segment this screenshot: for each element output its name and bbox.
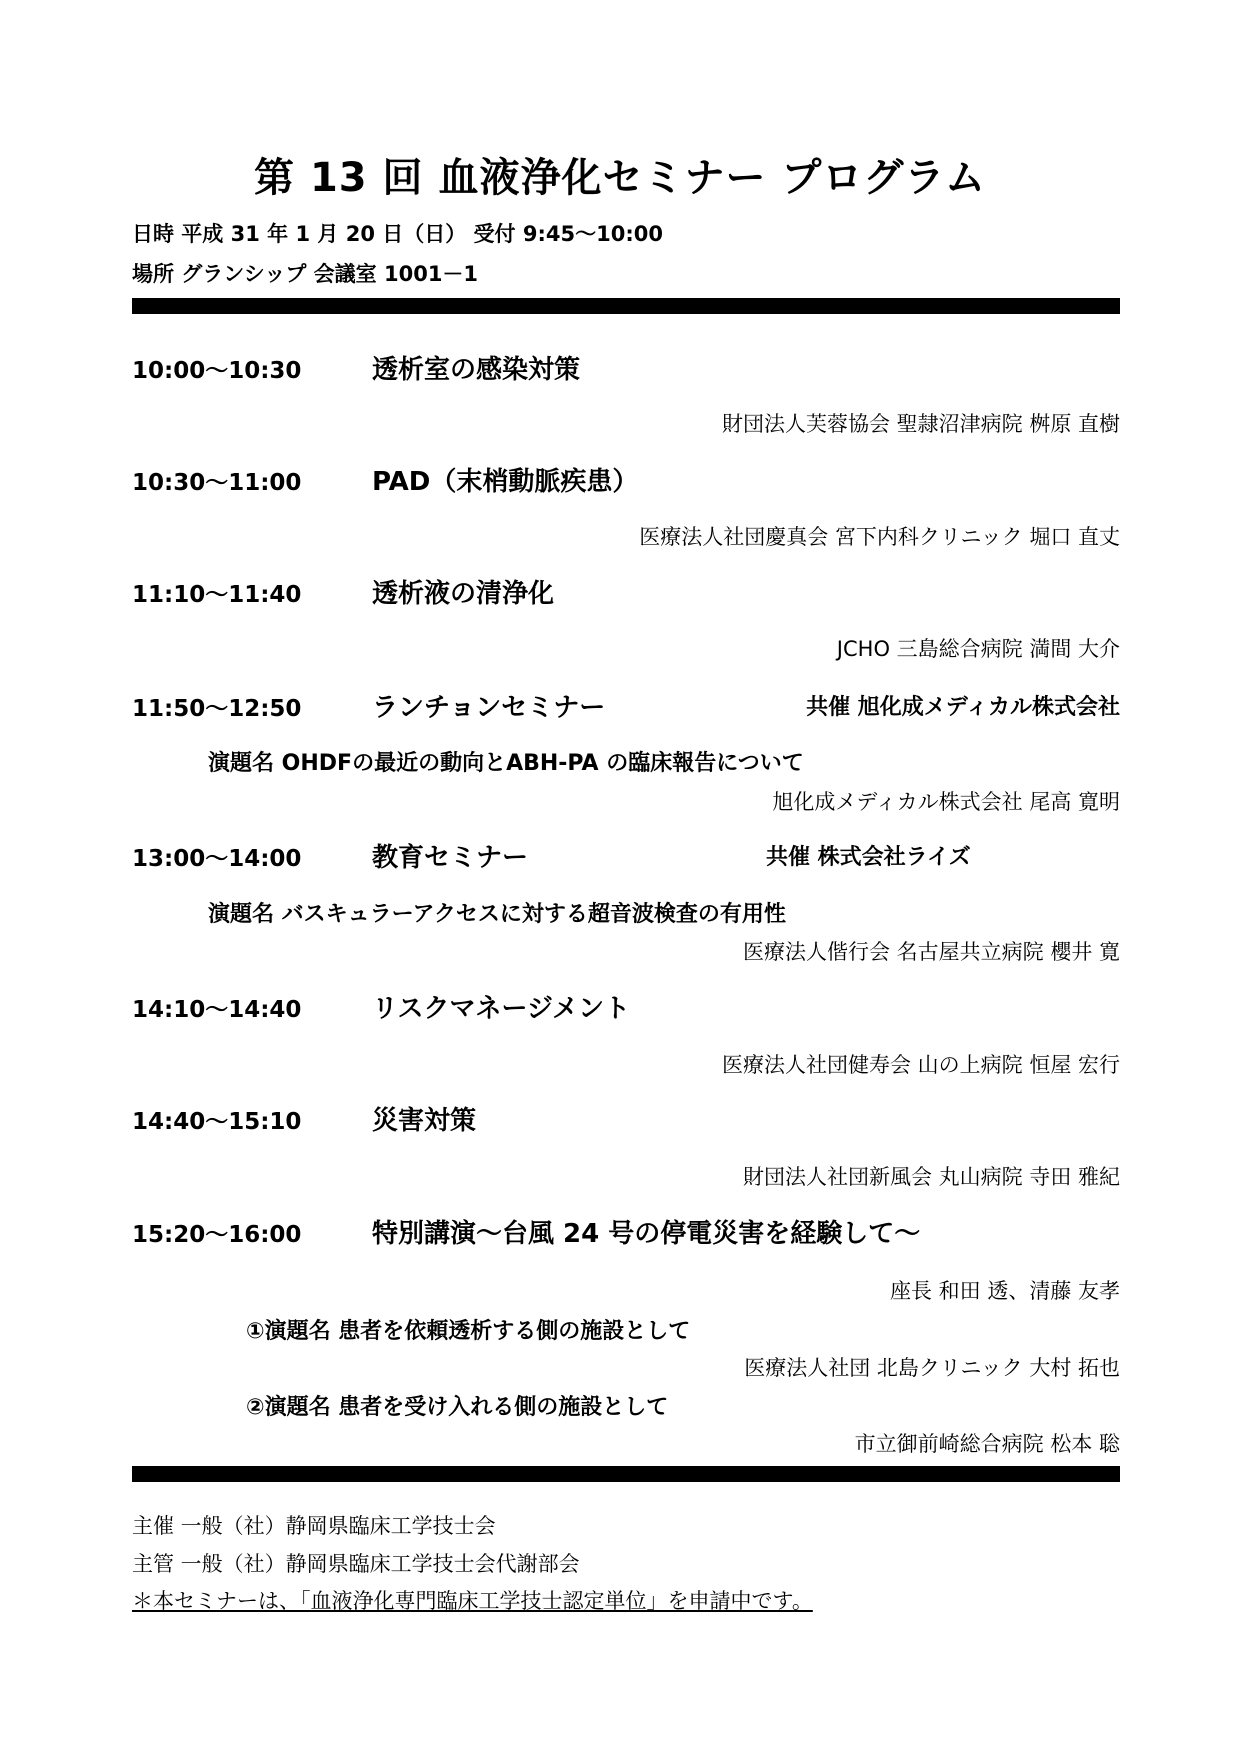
session-subtitle: 演題名 OHDFの最近の動向とABH-PA の臨床報告について	[208, 751, 804, 776]
datetime-line: 日時 平成 31 年 1 月 20 日（日） 受付 9:45～10:00	[132, 222, 663, 246]
top-divider	[132, 298, 1120, 314]
talk-2-speaker: 市立御前崎総合病院 松本 聡	[854, 1432, 1120, 1456]
session-chair: 座長 和田 透、清藤 友孝	[889, 1279, 1120, 1303]
session-topic: PAD（末梢動脈疾患）	[372, 467, 639, 497]
session-speaker: 医療法人偕行会 名古屋共立病院 櫻井 寛	[742, 940, 1120, 964]
session-speaker: 医療法人社団健寿会 山の上病院 恒屋 宏行	[721, 1053, 1120, 1077]
session-speaker: 財団法人芙蓉協会 聖隷沼津病院 桝原 直樹	[721, 412, 1120, 436]
session-time: 15:20～16:00	[132, 1222, 302, 1248]
session-speaker: 旭化成メディカル株式会社 尾高 寛明	[772, 790, 1120, 814]
session-speaker: 財団法人社団新風会 丸山病院 寺田 雅紀	[742, 1165, 1120, 1189]
session-topic: 透析液の清浄化	[372, 579, 555, 609]
place-line: 場所 グランシップ 会議室 1001－1	[132, 262, 479, 286]
session-time: 14:40～15:10	[132, 1109, 302, 1135]
certification-note: ＊本セミナーは、「血液浄化専門臨床工学技士認定単位」を申請中です。	[132, 1589, 813, 1613]
page-title: 第 13 回 血液浄化セミナー プログラム	[254, 155, 986, 201]
talk-1-speaker: 医療法人社団 北島クリニック 大村 拓也	[744, 1356, 1120, 1380]
session-time: 11:50～12:50	[132, 696, 302, 722]
session-topic: リスクマネージメント	[372, 994, 631, 1024]
session-speaker: 医療法人社団慶真会 宮下内科クリニック 堀口 直丈	[639, 525, 1120, 549]
session-sponsor: 共催 株式会社ライズ	[766, 845, 971, 870]
session-time: 13:00～14:00	[132, 846, 302, 872]
organizer-line: 主催 一般（社）静岡県臨床工学技士会	[132, 1514, 496, 1538]
session-topic: 透析室の感染対策	[372, 355, 581, 385]
talk-1-title: ①演題名 患者を依頼透析する側の施設として	[246, 1319, 691, 1344]
session-topic: 特別講演～台風 24 号の停電災害を経験して～	[372, 1219, 921, 1249]
talk-2-title: ②演題名 患者を受け入れる側の施設として	[246, 1395, 669, 1420]
session-topic: 災害対策	[372, 1106, 477, 1136]
session-time: 10:30～11:00	[132, 470, 302, 496]
session-speaker: JCHO 三島総合病院 満間 大介	[836, 637, 1120, 661]
session-time: 11:10～11:40	[132, 582, 302, 608]
session-sponsor: 共催 旭化成メディカル株式会社	[806, 695, 1120, 720]
session-topic: ランチョンセミナー	[372, 693, 606, 723]
manager-line: 主管 一般（社）静岡県臨床工学技士会代謝部会	[132, 1552, 580, 1576]
session-topic: 教育セミナー	[372, 843, 529, 873]
session-time: 14:10～14:40	[132, 997, 302, 1023]
bottom-divider	[132, 1466, 1120, 1482]
session-time: 10:00～10:30	[132, 358, 302, 384]
session-subtitle: 演題名 バスキュラーアクセスに対する超音波検査の有用性	[208, 902, 786, 927]
